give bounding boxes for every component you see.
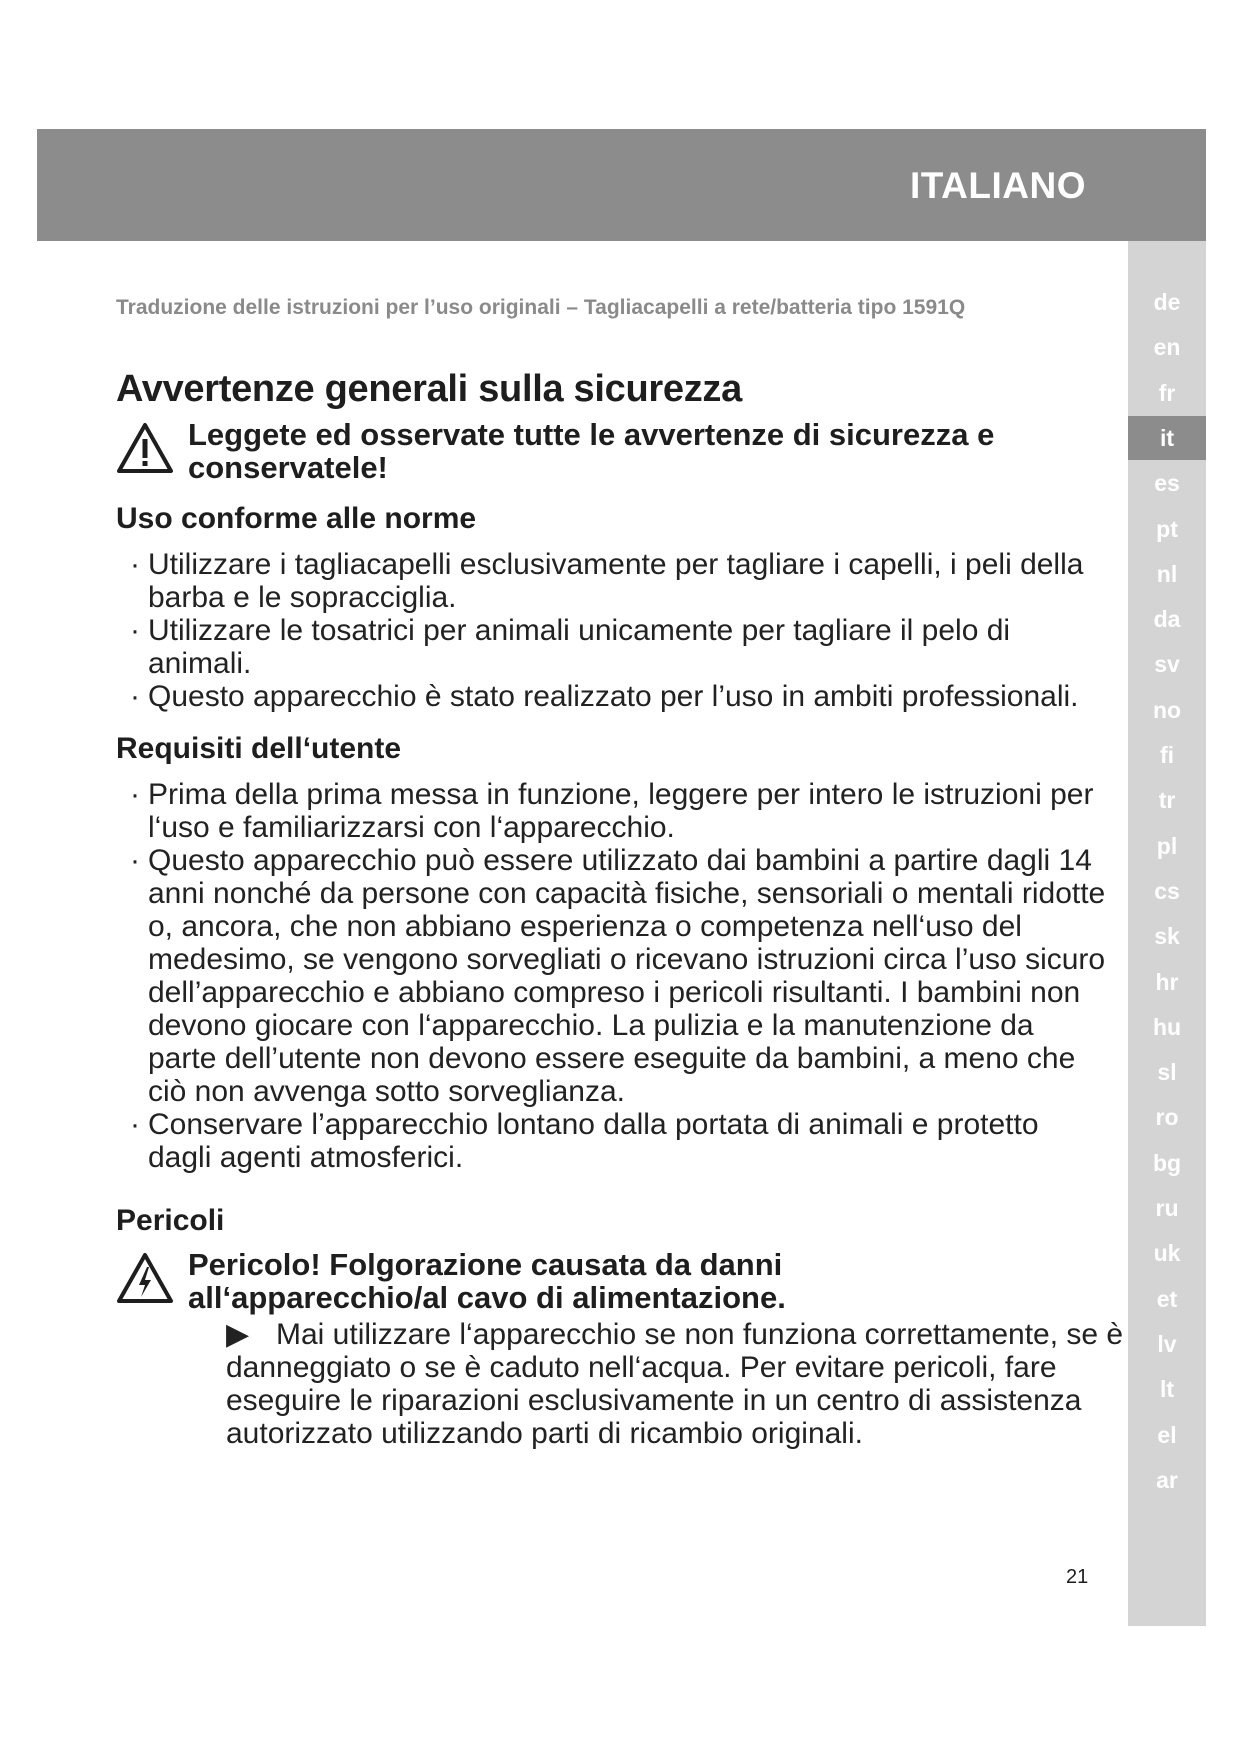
language-tab-hr[interactable]: hr xyxy=(1155,968,1179,995)
language-tab-cs[interactable]: cs xyxy=(1154,877,1180,904)
heading-uso-conforme: Uso conforme alle norme xyxy=(116,502,477,535)
page-title: ITALIANO xyxy=(910,165,1086,206)
header-band xyxy=(37,129,1206,241)
list-item: · Questo apparecchio è stato realizzato per l’uso in ambiti professionali. xyxy=(130,680,1079,713)
language-tab-el[interactable]: el xyxy=(1157,1421,1177,1448)
language-tab-pt[interactable]: pt xyxy=(1156,515,1178,542)
heading-requisiti-utente: Requisiti dell‘utente xyxy=(116,732,402,765)
language-tab-et[interactable]: et xyxy=(1156,1285,1178,1312)
list-item: · Utilizzare i tagliacapelli esclusivamente per tagliare i capelli, i peli della barba e le sopracciglia. xyxy=(130,548,1084,614)
language-tab-sk[interactable]: sk xyxy=(1154,923,1180,950)
list-item: · Utilizzare le tosatrici per animali unicamente per tagliare il pelo di animali. xyxy=(130,614,1011,680)
electric-shock-icon xyxy=(116,1252,174,1304)
language-tab-es[interactable]: es xyxy=(1154,470,1180,497)
language-tab-da[interactable]: da xyxy=(1153,606,1181,633)
electric-warning-text: Pericolo! Folgorazione causata da danni all‘apparecchio/al cavo di alimentazione. xyxy=(188,1247,786,1315)
language-tab-no[interactable]: no xyxy=(1152,696,1182,723)
language-tab-lt[interactable]: lt xyxy=(1159,1376,1175,1403)
language-tab-bg[interactable]: bg xyxy=(1152,1149,1182,1176)
language-tab-nl[interactable]: nl xyxy=(1156,560,1178,587)
page-number: 21 xyxy=(1066,1566,1089,1588)
language-tab-en[interactable]: en xyxy=(1153,334,1181,361)
language-tab-sl[interactable]: sl xyxy=(1157,1059,1177,1086)
language-tab-fr[interactable]: fr xyxy=(1158,379,1176,406)
warning-icon xyxy=(116,422,174,474)
language-tab-uk[interactable]: uk xyxy=(1153,1240,1181,1267)
language-tab-tr[interactable]: tr xyxy=(1158,787,1176,814)
safety-instruction: ▶ Mai utilizzare l‘apparecchio se non funziona correttamente, se è danneggiato o se è caduto nell‘acqua. Per evitare pericoli, fare eseguire le riparazioni esclusivamente in un centro di assistenza autorizzato utilizzando parti di ricambio originali. xyxy=(226,1318,1124,1450)
section-title: Avvertenze generali sulla sicurezza xyxy=(116,368,742,410)
language-tab-lv[interactable]: lv xyxy=(1157,1330,1177,1357)
language-tab-hu[interactable]: hu xyxy=(1152,1013,1182,1040)
list-item: · Conservare l’apparecchio lontano dalla portata di animali e protetto dagli agenti atmosferici. xyxy=(130,1108,1039,1174)
language-tab-it[interactable]: it xyxy=(1128,416,1206,460)
language-tab-ru[interactable]: ru xyxy=(1155,1195,1179,1221)
play-arrow-icon: ▶ xyxy=(226,1318,250,1351)
list-item: · Prima della prima messa in funzione, leggere per intero le istruzioni per l‘uso e familiarizzarsi con l‘apparecchio. xyxy=(130,778,1094,844)
language-tab-ar[interactable]: ar xyxy=(1156,1466,1178,1493)
general-warning-text: Leggete ed osservate tutte le avvertenze di sicurezza e conservatele! xyxy=(188,417,995,485)
list-item: · Questo apparecchio può essere utilizzato dai bambini a partire dagli 14 anni nonché da persone con capacità fisiche, sensoriali o mentali ridotte o, ancora, che non abbiano esperienza o competenza nell‘uso del medesimo, se vengono sorvegliati o ricevano istruzioni circa l’uso sicuro dell’apparecchio e abbiano compreso i pericoli risultanti. I bambini non devono giocare con l‘apparecchio. La pulizia e la manutenzione da parte dell’utente non devono essere eseguite da bambini, a meno che ciò non avvenga sotto sorveglianza. xyxy=(130,844,1106,1108)
requisiti-utente-list xyxy=(130,778,1110,1174)
language-tab-de[interactable]: de xyxy=(1153,289,1181,315)
language-tab-fi[interactable]: fi xyxy=(1159,742,1175,768)
language-tab-pl[interactable]: pl xyxy=(1156,832,1178,859)
language-tab-ro[interactable]: ro xyxy=(1155,1104,1179,1131)
heading-pericoli: Pericoli xyxy=(116,1204,225,1237)
uso-conforme-list xyxy=(130,548,1110,713)
language-tab-sv[interactable]: sv xyxy=(1154,651,1180,678)
document-subtitle: Traduzione delle istruzioni per l’uso originali – Tagliacapelli a rete/batteria tipo 1591Q xyxy=(116,296,966,319)
